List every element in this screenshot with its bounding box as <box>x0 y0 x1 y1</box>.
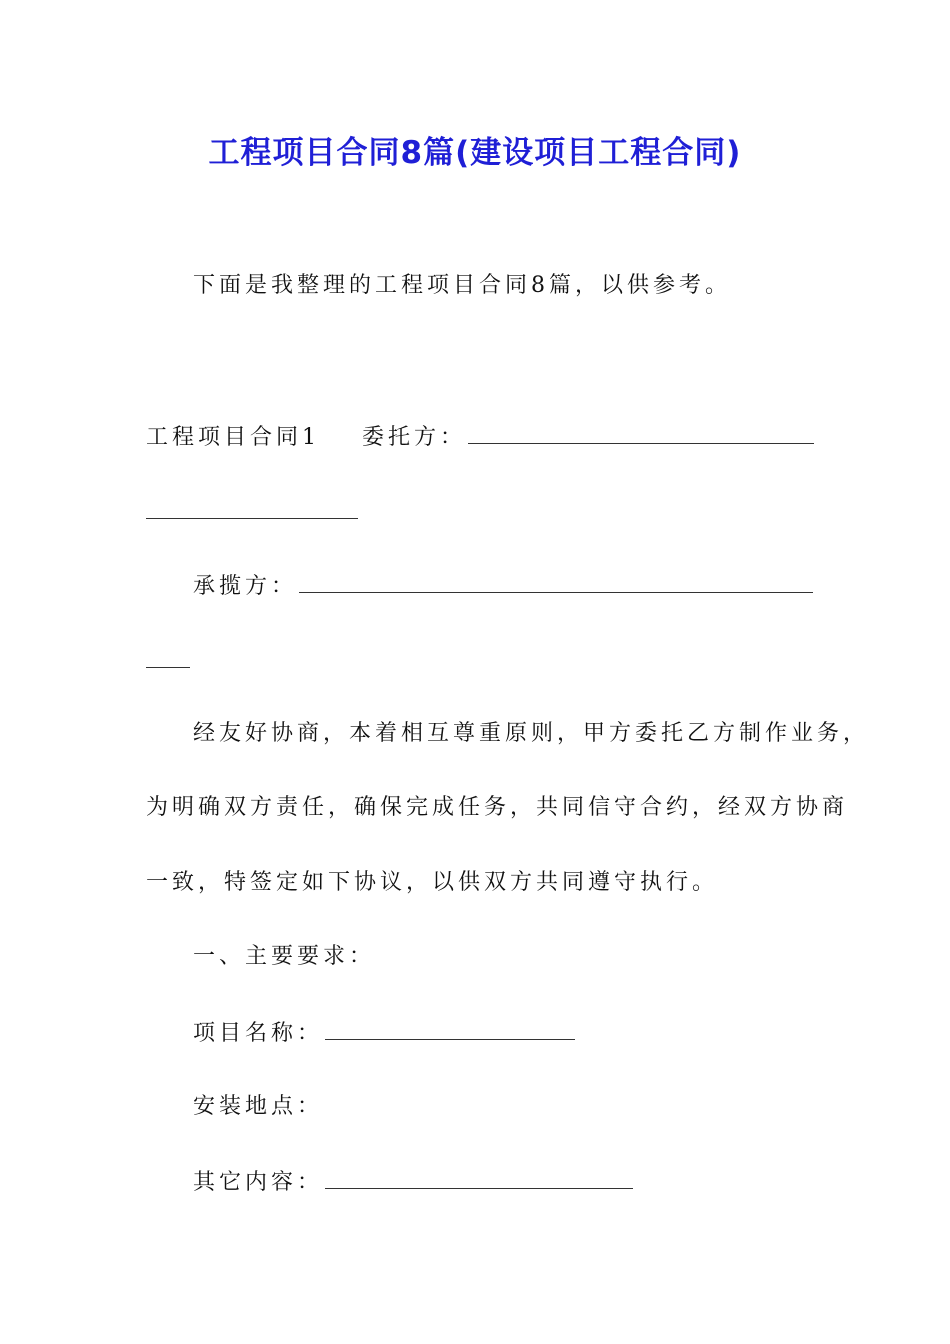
client-label: 委托方： <box>362 425 467 450</box>
install-location-label: 安装地点： <box>193 1094 324 1119</box>
contractor-blank-line <box>299 570 813 593</box>
intro-text: 下面是我整理的工程项目合同8篇，以供参考。 <box>193 273 731 298</box>
client-blank-line <box>468 421 814 444</box>
other-content-label: 其它内容： <box>193 1170 324 1195</box>
other-content-row <box>193 1166 633 1198</box>
contractor-row <box>193 570 813 602</box>
other-content-blank-line <box>325 1166 633 1189</box>
project-name-blank-line <box>325 1017 575 1040</box>
project-name-label: 项目名称： <box>193 1021 324 1046</box>
contract-heading: 工程项目合同1 <box>146 425 320 450</box>
section-heading: 一、主要要求： <box>193 944 376 969</box>
paragraph-line-3: 一致，特签定如下协议，以供双方共同遵守执行。 <box>146 870 719 895</box>
project-name-row <box>193 1017 575 1049</box>
contractor-label: 承揽方： <box>193 574 298 599</box>
contract-heading-row <box>146 421 814 453</box>
document-title: 工程项目合同8篇(建设项目工程合同) <box>208 135 742 171</box>
contractor-blank-continuation <box>146 666 190 668</box>
paragraph-line-1: 经友好协商，本着相互尊重原则，甲方委托乙方制作业务， <box>193 721 870 746</box>
client-blank-continuation <box>146 517 358 519</box>
paragraph-line-2: 为明确双方责任，确保完成任务，共同信守合约，经双方协商 <box>146 795 849 820</box>
